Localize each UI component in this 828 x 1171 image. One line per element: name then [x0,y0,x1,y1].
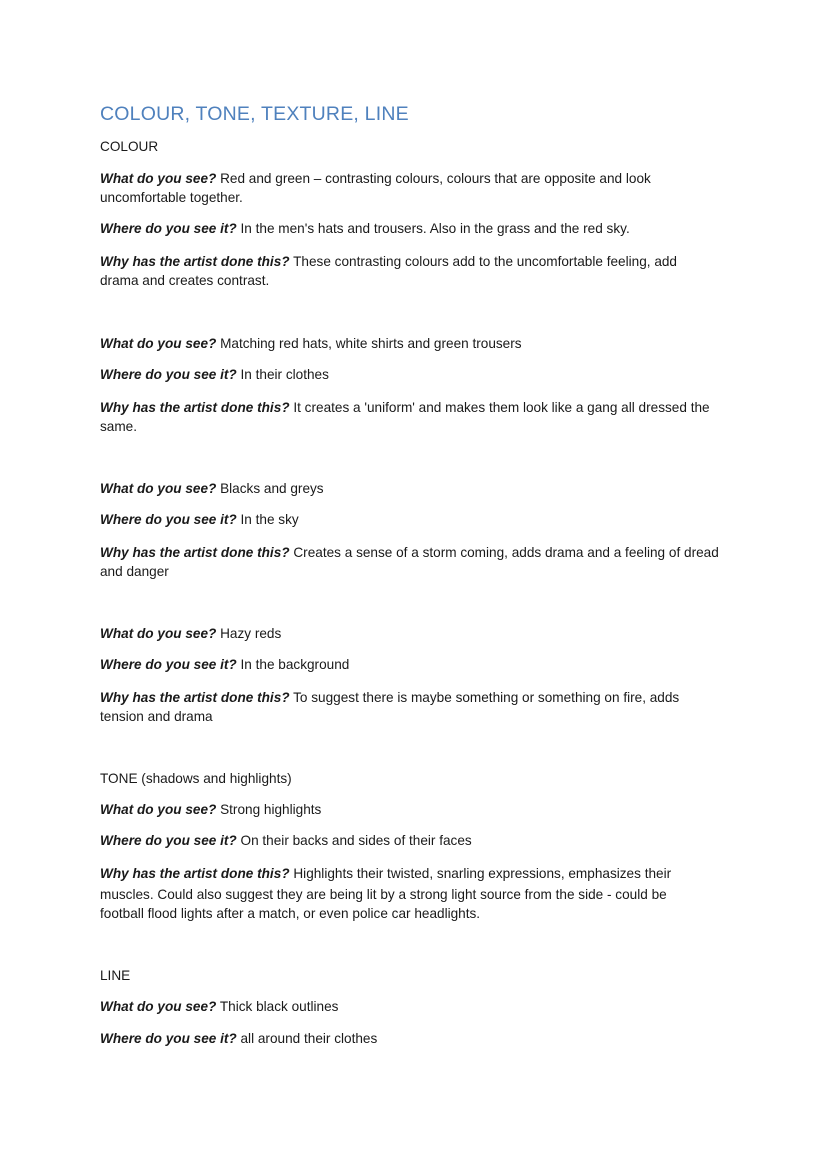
answer-continuation: uncomfortable together. [100,190,243,205]
question-label: Where do you see it? [100,367,237,382]
answer-continuation: tension and drama [100,709,213,724]
question-label: Why has the artist done this? [100,866,290,881]
answer-text: Strong highlights [216,802,322,817]
entry-what [100,334,740,354]
answer-continuation: drama and creates contrast. [100,273,270,288]
section-heading-line: LINE [100,968,131,983]
entry-where [100,365,740,385]
entry-what [100,479,740,499]
answer-text: Highlights their twisted, snarling expressions, emphasizes their [289,866,672,881]
answer-text: In their clothes [236,367,329,382]
entry-why [100,398,740,418]
question-label: Why has the artist done this? [100,690,290,705]
answer-text: To suggest there is maybe something or something on fire, adds [289,690,680,705]
answer-text: It creates a 'uniform' and makes them look like a gang all dressed the [289,400,710,415]
question-label: Why has the artist done this? [100,400,290,415]
answer-text: These contrasting colours add to the uncomfortable feeling, add [289,254,677,269]
question-label: Where do you see it? [100,1031,237,1046]
entry-where [100,219,740,239]
question-label: Where do you see it? [100,833,237,848]
answer-text: Blacks and greys [216,481,324,496]
entry-why [100,864,740,884]
answer-text: all around their clothes [236,1031,378,1046]
answer-text: Creates a sense of a storm coming, adds drama and a feeling of dread [289,545,719,560]
answer-continuation: and danger [100,564,169,579]
answer-text: Thick black outlines [216,999,339,1014]
question-label: What do you see? [100,802,217,817]
answer-text: In the men's hats and trousers. Also in the grass and the red sky. [236,221,630,236]
entry-what [100,997,740,1017]
document-title: COLOUR, TONE, TEXTURE, LINE [100,103,409,125]
answer-continuation: football flood lights after a match, or even police car headlights. [100,906,481,921]
question-label: What do you see? [100,481,217,496]
answer-text: On their backs and sides of their faces [236,833,472,848]
entry-what [100,624,740,644]
question-label: What do you see? [100,626,217,641]
question-label: Where do you see it? [100,512,237,527]
section-heading-colour: COLOUR [100,139,159,154]
entry-where [100,831,740,851]
section-heading-tone: TONE (shadows and highlights) [100,771,292,786]
entry-where [100,510,740,530]
question-label: What do you see? [100,999,217,1014]
answer-text: In the background [236,657,350,672]
entry-what [100,800,740,820]
answer-continuation: same. [100,419,138,434]
entry-where [100,1029,740,1049]
question-label: Where do you see it? [100,221,237,236]
question-label: Why has the artist done this? [100,254,290,269]
answer-text: Red and green – contrasting colours, colours that are opposite and look [216,171,651,186]
answer-text: Matching red hats, white shirts and green trousers [216,336,522,351]
question-label: What do you see? [100,336,217,351]
entry-what [100,169,740,189]
entry-why [100,543,740,563]
question-label: Where do you see it? [100,657,237,672]
answer-continuation: muscles. Could also suggest they are being lit by a strong light source from the side - could be [100,887,667,902]
answer-text: In the sky [236,512,299,527]
entry-why [100,252,740,272]
question-label: What do you see? [100,171,217,186]
entry-why [100,688,740,708]
answer-text: Hazy reds [216,626,282,641]
question-label: Why has the artist done this? [100,545,290,560]
entry-where [100,655,740,675]
